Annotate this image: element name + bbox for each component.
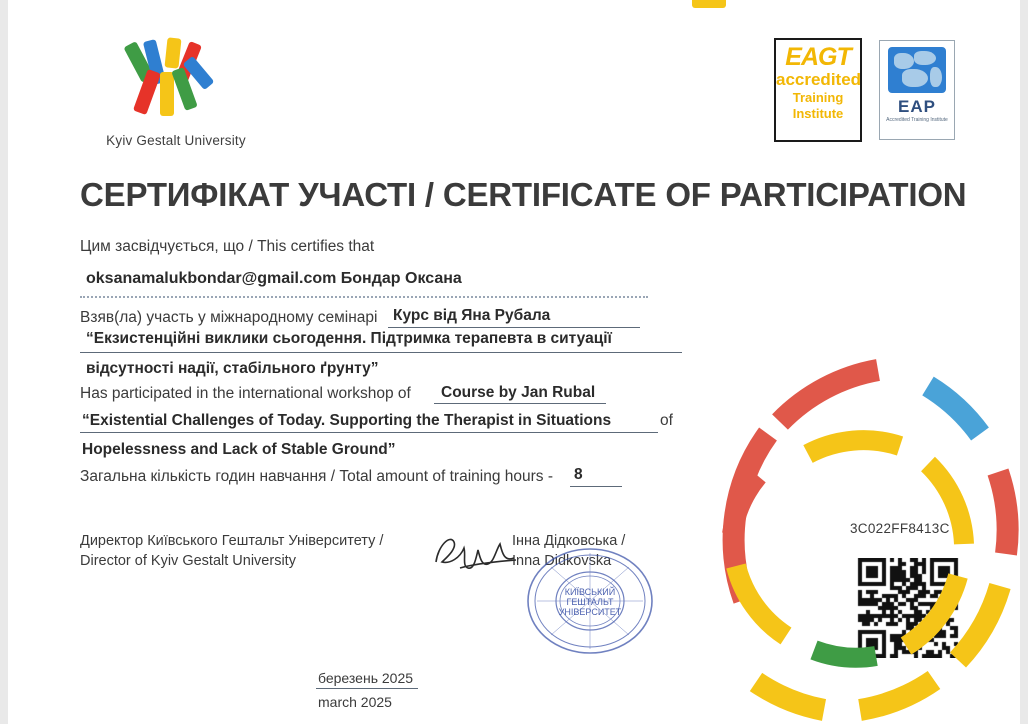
participated-en-label: Has participated in the international workshop of bbox=[80, 385, 411, 402]
recipient-dotted-rule bbox=[80, 296, 648, 298]
logo-wordmark: Kyiv Gestalt University bbox=[106, 133, 246, 148]
page-top-white bbox=[8, 0, 1020, 10]
certifies-label: Цим засвідчується, що / This certifies that bbox=[80, 238, 375, 255]
signer-name-ua: Інна Дідковська / bbox=[512, 533, 626, 549]
training-hours-value: 8 bbox=[574, 466, 583, 483]
workshop-en-title-line2: Hopelessness and Lack of Stable Ground” bbox=[82, 441, 396, 458]
page-bottom-edge bbox=[0, 718, 1028, 724]
training-hours-label: Загальна кількість годин навчання / Total amount of training hours - bbox=[80, 468, 553, 485]
workshop-ua-title-rule1 bbox=[80, 352, 682, 353]
eagt-badge-line3: Training Institute bbox=[792, 90, 844, 121]
page-bottom-white bbox=[8, 718, 1020, 724]
director-title-ua: Директор Київського Гештальт Університету / bbox=[80, 533, 384, 549]
verification-code: 3C022FF8413C bbox=[850, 521, 950, 536]
director-title-en: Director of Kyiv Gestalt University bbox=[80, 553, 296, 569]
workshop-ua-title-line1: “Екзистенційні виклики сьогодення. Підтримка терапевта в ситуації bbox=[86, 330, 612, 347]
eagt-badge-line1: EAGT bbox=[785, 43, 851, 71]
svg-text:УНІВЕРСИТЕТ: УНІВЕРСИТЕТ bbox=[558, 607, 622, 617]
workshop-en-name-rule bbox=[434, 403, 606, 404]
handwritten-signature bbox=[430, 528, 520, 576]
date-en: march 2025 bbox=[318, 694, 392, 710]
svg-text:КИЇВСЬКИЙ: КИЇВСЬКИЙ bbox=[564, 587, 616, 597]
eagt-accreditation-badge bbox=[774, 38, 862, 142]
recipient-name: oksanamalukbondar@gmail.com Бондар Оксана bbox=[86, 270, 462, 287]
page-title: СЕРТИФІКАТ УЧАСТІ / CERTIFICATE OF PARTICIPATION bbox=[80, 176, 967, 213]
signer-name-en: Inna Didkovska bbox=[512, 553, 612, 569]
training-hours-rule bbox=[570, 486, 622, 487]
director-title-block bbox=[80, 531, 383, 571]
qr-code bbox=[852, 558, 964, 658]
date-block bbox=[318, 666, 413, 714]
workshop-en-title-rule1 bbox=[80, 432, 658, 433]
workshop-en-title-line1-tail: of bbox=[660, 412, 673, 429]
workshop-ua-name: Курс від Яна Рубала bbox=[393, 307, 551, 324]
workshop-ua-name-rule bbox=[388, 327, 640, 328]
globe-icon bbox=[888, 47, 946, 93]
official-stamp bbox=[523, 545, 657, 657]
svg-text:ГЕШТАЛЬТ: ГЕШТАЛЬТ bbox=[566, 597, 614, 607]
date-rule bbox=[316, 688, 418, 689]
date-ua: березень 2025 bbox=[318, 670, 414, 686]
decorative-arcs bbox=[628, 304, 1028, 724]
logo-mark-icon bbox=[126, 38, 226, 116]
page-top-tab bbox=[692, 0, 726, 8]
eap-badge-sub: Accredited Training Institute bbox=[886, 117, 948, 123]
kyiv-gestalt-university-logo bbox=[82, 38, 270, 148]
eap-badge-label: EAP bbox=[898, 97, 936, 116]
page-right-edge bbox=[1020, 0, 1028, 724]
workshop-en-title-line1: “Existential Challenges of Today. Supporting the Therapist in Situations bbox=[82, 412, 612, 429]
workshop-ua-title-line2: відсутності надії, стабільного ґрунту” bbox=[86, 360, 379, 377]
eap-accreditation-badge bbox=[879, 40, 955, 140]
workshop-en-name: Course by Jan Rubal bbox=[441, 384, 596, 401]
eagt-badge-line2: accredited bbox=[776, 70, 862, 89]
participated-ua-label: Взяв(ла) участь у міжнародному семінарі bbox=[80, 309, 378, 326]
page-top-edge bbox=[0, 0, 1028, 10]
page-left-edge bbox=[0, 0, 8, 724]
